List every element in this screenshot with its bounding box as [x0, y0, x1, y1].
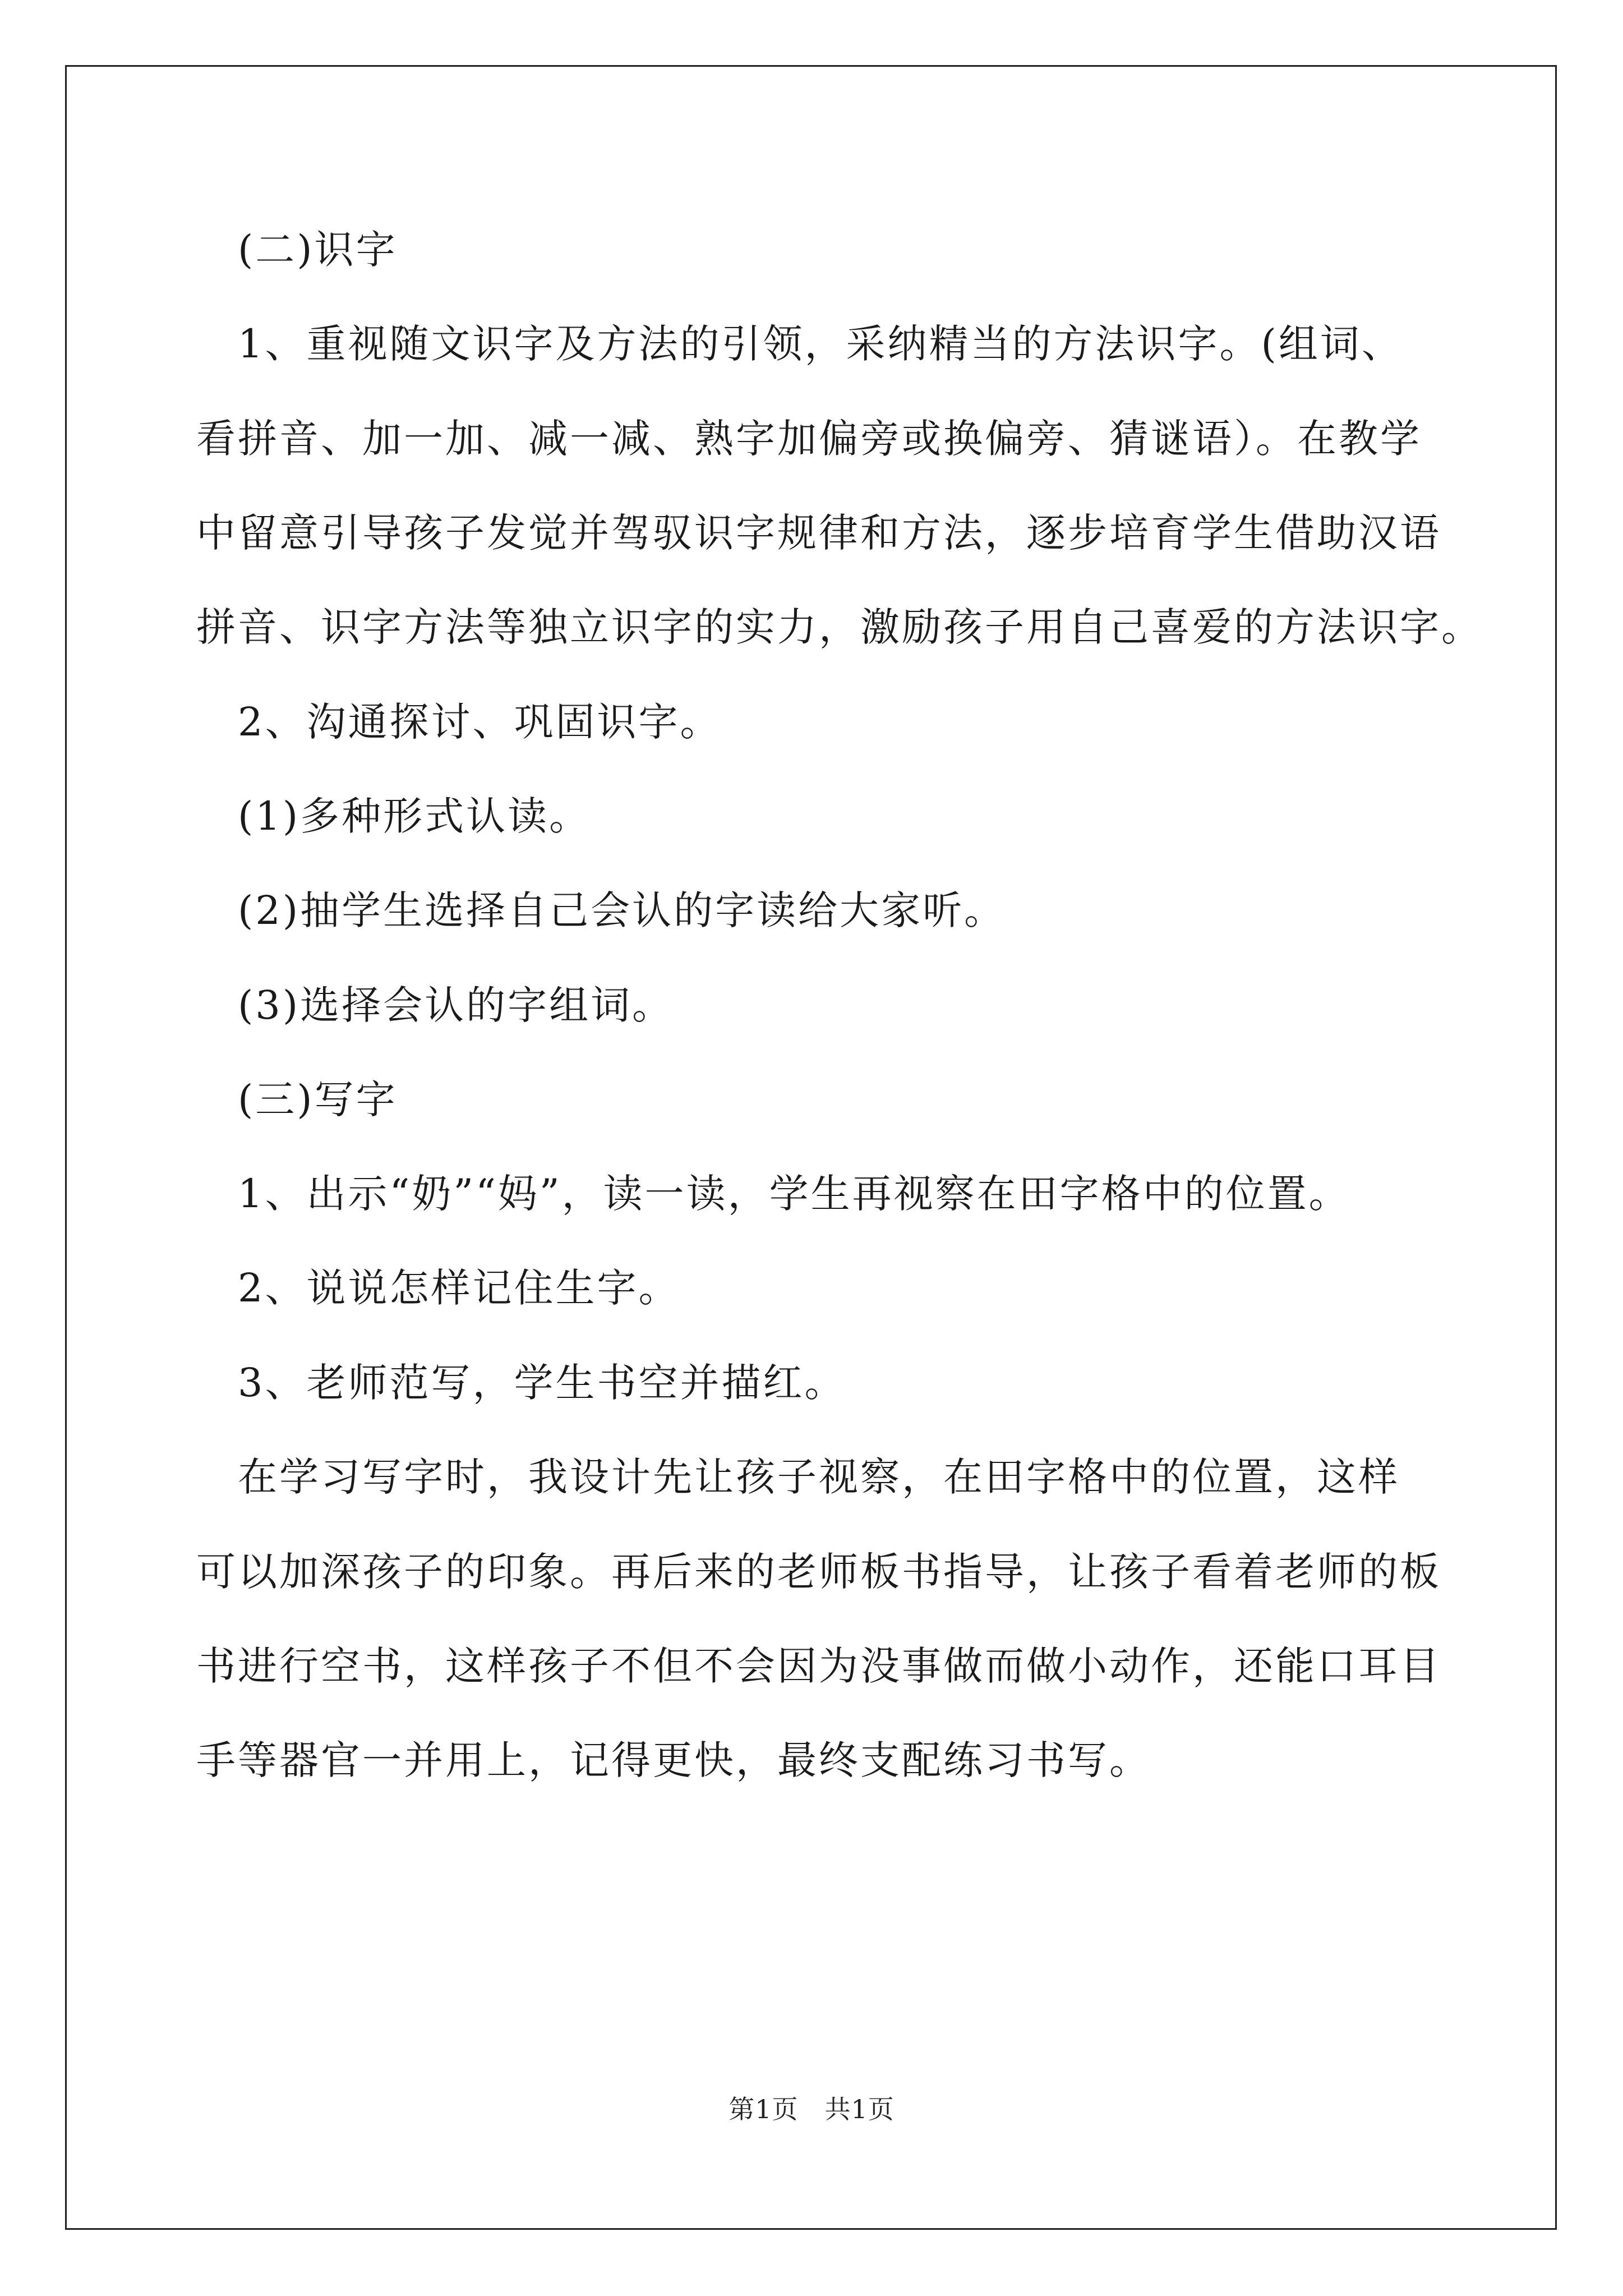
- paragraph-line: 2、沟通探讨、巩固识字。: [196, 699, 722, 745]
- section-heading-recognition: (二)识字: [196, 227, 398, 273]
- paragraph-line: 1、重视随文识字及方法的引领，采纳精当的方法识字。(组词、: [196, 321, 1403, 367]
- paragraph-line: 中留意引导孩子发觉并驾驭识字规律和方法，逐步培育学生借助汉语: [196, 510, 1441, 556]
- paragraph-line: 书进行空书，这样孩子不但不会因为没事做而做小动作，还能口耳目: [196, 1643, 1441, 1689]
- paragraph-line: 拼音、识字方法等独立识字的实力，激励孩子用自己喜爱的方法识字。: [196, 604, 1483, 650]
- paragraph-line: 1、出示“奶”“妈”，读一读，学生再视察在田字格中的位置。: [196, 1171, 1350, 1217]
- paragraph-line: (2)抽学生选择自己会认的字读给大家听。: [196, 887, 1006, 933]
- paragraph-line: 看拼音、加一加、减一减、熟字加偏旁或换偏旁、猜谜语）。在教学: [196, 416, 1422, 462]
- paragraph-line: 2、说说怎样记住生字。: [196, 1265, 680, 1311]
- paragraph-line: (1)多种形式认读。: [196, 793, 591, 839]
- paragraph-line: 在学习写字时，我设计先让孩子视察，在田字格中的位置，这样: [196, 1454, 1400, 1500]
- page-footer: 第1页 共1页: [728, 2094, 895, 2124]
- paragraph-line: 3、老师范写，学生书空并描红。: [196, 1360, 846, 1406]
- paragraph-line: 手等器官一并用上，记得更快，最终支配练习书写。: [196, 1737, 1151, 1783]
- paragraph-line: 可以加深孩子的印象。再后来的老师板书指导，让孩子看着老师的板: [196, 1549, 1441, 1595]
- paragraph-line: (3)选择会认的字组词。: [196, 982, 674, 1028]
- page-border: [65, 65, 1557, 2230]
- section-heading-writing: (三)写字: [196, 1076, 398, 1122]
